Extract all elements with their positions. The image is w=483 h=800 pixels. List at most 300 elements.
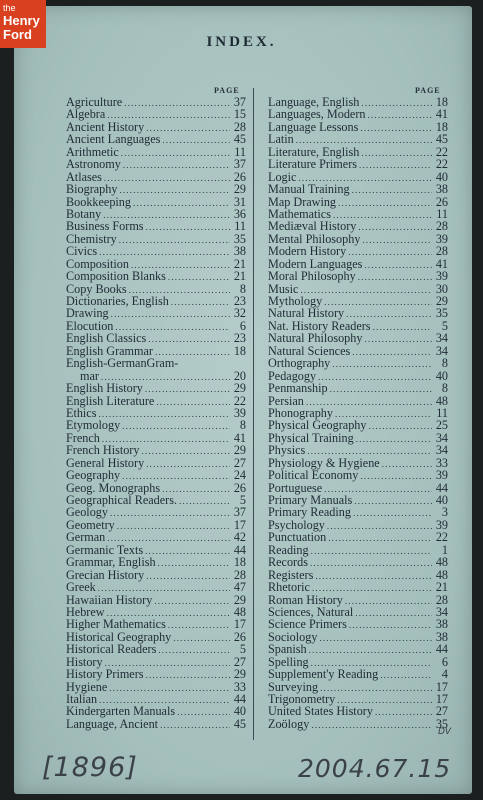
index-entry-page: 6 (441, 654, 448, 669)
index-entry-name: German (66, 530, 106, 545)
index-entry-page: 45 (233, 132, 246, 147)
index-entry-name: English Classics (66, 331, 147, 346)
dot-leader (319, 632, 432, 644)
index-entry-name: Nat. History Readers (268, 318, 371, 333)
index-entry-name: Literature, English (268, 144, 360, 159)
index-entry-name: Geographical Readers. (66, 493, 177, 507)
index-entry-page: 8 (239, 418, 246, 433)
index-entry-name: Italian (66, 692, 98, 706)
dot-leader (360, 470, 432, 482)
dot-leader (352, 184, 432, 196)
dot-leader (141, 445, 230, 457)
index-entry (66, 643, 246, 655)
index-entry-page: 1 (441, 542, 448, 557)
dot-leader (162, 134, 230, 146)
index-entry-page: 39 (435, 517, 448, 532)
index-entry-name: Ethics (66, 405, 97, 420)
index-entry-name: French (66, 430, 100, 445)
index-entry-name: English-GermanGram- (66, 356, 179, 371)
index-entry-name: Surveying (268, 679, 319, 694)
index-entry-page: 20 (233, 368, 246, 383)
index-entry-page: 18 (435, 95, 448, 109)
dot-leader (145, 383, 230, 395)
dot-leader (382, 458, 432, 470)
logo-line-3: Ford (3, 27, 32, 42)
index-entry-page: 15 (233, 107, 246, 122)
index-entry-name: Sociology (268, 629, 318, 644)
index-entry-name: French History (66, 443, 140, 458)
index-entry (66, 382, 246, 394)
dot-leader (311, 719, 432, 731)
index-entry-page: 41 (435, 256, 448, 271)
index-entry-page: 18 (435, 119, 448, 134)
dot-leader (358, 271, 432, 283)
index-entry-name: Natural History (268, 306, 345, 321)
index-entry-name: Grammar, English (66, 555, 156, 570)
dot-leader (173, 632, 230, 644)
index-entry-page: 21 (233, 256, 246, 271)
dot-leader (158, 557, 230, 569)
index-entry-page: 33 (233, 679, 246, 694)
index-entry-name: Bookkeeping (66, 194, 131, 209)
dot-leader (158, 644, 230, 656)
index-entry-page: 35 (233, 231, 246, 246)
index-entry (66, 245, 246, 257)
index-entry-name: Punctuation (268, 530, 327, 545)
index-entry-name: Business Forms (66, 219, 144, 234)
index-entry-page: 34 (435, 443, 448, 458)
index-entry-page: 33 (435, 455, 448, 470)
index-entry-page: 48 (233, 604, 246, 619)
dot-leader (364, 333, 432, 345)
logo-line-1: the (3, 3, 16, 13)
handwritten-year: [1896] (42, 752, 138, 783)
index-entry-name: General History (66, 455, 145, 470)
index-entry (66, 581, 246, 593)
index-entry (268, 245, 448, 257)
index-entry-name: Etymology (66, 418, 121, 433)
index-entry-page: 6 (239, 318, 246, 333)
index-entry-name: Sciences, Natural (268, 604, 354, 619)
index-entry-name: Language Lessons (268, 119, 359, 134)
dot-leader (148, 333, 230, 345)
index-entry-name: Language, Ancient (66, 716, 159, 731)
index-entry-page: 48 (435, 393, 448, 408)
index-entry (268, 506, 448, 518)
dot-leader (315, 570, 432, 582)
index-entry-name: Penmanship (268, 381, 328, 396)
dot-leader (104, 172, 230, 184)
dot-leader (356, 433, 432, 445)
index-entry-name: Composition (66, 256, 129, 271)
index-entry-name: Dictionaries, English (66, 294, 169, 308)
index-entry (66, 556, 246, 568)
index-entry-page: 32 (233, 306, 246, 321)
index-entry (268, 531, 448, 543)
index-entry-page: 28 (435, 592, 448, 607)
index-entry-name: Modern History (268, 244, 347, 259)
dot-leader (310, 557, 432, 569)
index-entry-name: Hygiene (66, 679, 108, 694)
index-entry-name: Psychology (268, 517, 325, 532)
index-entry-page: 41 (435, 107, 448, 122)
dot-leader (124, 97, 230, 109)
index-entry-name: Biography (66, 182, 118, 197)
index-entry-page: 29 (233, 381, 246, 396)
index-entry (268, 419, 448, 431)
index-entry-page: 38 (233, 244, 246, 259)
index-entry-page: 47 (233, 580, 246, 595)
index-entry-page: 28 (233, 567, 246, 582)
dot-leader (111, 308, 230, 320)
index-entry-name: Elocution (66, 318, 114, 333)
index-entry-page: 29 (233, 443, 246, 458)
index-entry-name: Moral Philosophy (268, 269, 356, 284)
dot-leader (367, 109, 432, 121)
index-entry-name: United States History (268, 704, 373, 719)
index-entry (66, 531, 246, 543)
index-entry-page: 40 (435, 169, 448, 184)
index-entry-page: 48 (435, 567, 448, 582)
dot-leader (352, 346, 432, 358)
index-entry-page: 28 (233, 119, 246, 134)
index-entry-page: 24 (233, 468, 246, 483)
dot-leader (349, 619, 432, 631)
dot-leader (110, 507, 230, 519)
handwritten-accession-number: 2004.67.15 (298, 754, 452, 783)
index-entry (268, 718, 448, 730)
index-entry-page: 45 (435, 132, 448, 147)
index-entry (268, 444, 448, 456)
dot-leader (353, 507, 432, 519)
index-entry-name: History Primers (66, 667, 144, 682)
index-entry-page: 26 (233, 480, 246, 495)
index-entry-name: Historical Geography (66, 629, 172, 644)
index-entry-name: Ancient History (66, 119, 145, 134)
index-entry-page: 5 (239, 642, 246, 657)
index-entry-page: 29 (435, 294, 448, 308)
index-entry-name: Map Drawing (268, 194, 337, 209)
index-entry (268, 220, 448, 232)
index-entry-page: 8 (441, 381, 448, 396)
index-entry-name: Rhetoric (268, 580, 310, 595)
index-entry-page: 5 (239, 493, 246, 507)
index-entry-name: Hebrew (66, 604, 105, 619)
index-entry (66, 419, 246, 431)
index-entry (268, 121, 448, 133)
index-entry-name: Supplement'y Reading (268, 667, 379, 682)
index-entry (268, 643, 448, 655)
dot-leader (338, 197, 432, 209)
dot-leader (119, 184, 230, 196)
index-entry-page: 39 (435, 231, 448, 246)
index-entry-page: 17 (435, 692, 448, 706)
index-entry-name: Historical Readers (66, 642, 157, 657)
dot-leader (309, 644, 432, 656)
index-entry-page: 37 (233, 505, 246, 520)
index-entry-page: 3 (441, 505, 448, 520)
index-entry-name: Mental Philosophy (268, 231, 361, 246)
index-entry-page: 34 (435, 604, 448, 619)
index-entry (66, 668, 246, 680)
index-entry-name: Music (268, 281, 299, 296)
dot-leader (318, 371, 432, 383)
index-entry-name: Natural Philosophy (268, 331, 363, 346)
index-entry-page: 17 (435, 679, 448, 694)
index-entry-name: Mathematics (268, 206, 331, 221)
index-entry-name: Hawaiian History (66, 592, 153, 607)
dot-leader (109, 682, 230, 694)
index-entry-name: Civics (66, 244, 98, 259)
dot-leader (121, 147, 230, 159)
index-entry-name: Astronomy (66, 157, 121, 172)
index-entry-name: Copy Books (66, 281, 127, 296)
index-entry-page: 27 (233, 455, 246, 470)
index-entry-page: 5 (441, 318, 448, 333)
right-index-column (268, 96, 448, 730)
index-entry-name: Latin (268, 132, 294, 147)
dot-leader (154, 595, 230, 607)
index-entry-name: Trigonometry (268, 692, 336, 706)
logo-line-2: Henry (3, 13, 40, 28)
index-entry-name: Political Economy (268, 468, 359, 483)
index-entry-page: 26 (233, 629, 246, 644)
index-entry-name: Composition Blanks (66, 269, 166, 284)
index-entry (268, 108, 448, 120)
index-entry-name: Mediæval History (268, 219, 357, 234)
index-entry (66, 108, 246, 120)
index-entry-page: 37 (233, 157, 246, 172)
index-entry-name: Languages, Modern (268, 107, 366, 122)
index-entry-name: Drawing (66, 306, 109, 321)
index-entry (66, 506, 246, 518)
index-entry (66, 357, 246, 369)
left-page-label: PAGE (214, 86, 240, 95)
index-entry (268, 705, 448, 717)
index-entry (66, 270, 246, 282)
index-entry-name: Registers (268, 567, 314, 582)
index-entry (268, 668, 448, 680)
index-entry-name: Atlases (66, 169, 102, 184)
column-divider (253, 88, 254, 740)
handwritten-mark: DV (438, 727, 452, 737)
index-entry-page: 23 (233, 331, 246, 346)
index-entry-page: 38 (435, 182, 448, 197)
index-entry (66, 705, 246, 717)
index-entry-page: 36 (233, 206, 246, 221)
page-title: INDEX. (206, 34, 277, 50)
index-entry-page: 11 (436, 206, 448, 221)
dot-leader (146, 458, 230, 470)
index-entry-name: Agriculture (66, 95, 123, 109)
dot-leader (345, 595, 432, 607)
dot-leader (320, 682, 432, 694)
dot-leader (133, 197, 230, 209)
index-entry (268, 469, 448, 481)
dot-leader (359, 159, 432, 171)
dot-leader (146, 570, 230, 582)
dot-leader (369, 420, 433, 432)
index-entry-page: 44 (435, 642, 448, 657)
index-entry-name: Natural Sciences (268, 343, 351, 358)
index-entry-page: 25 (435, 418, 448, 433)
index-entry-name: Roman History (268, 592, 343, 607)
index-entry-page: 27 (435, 704, 448, 719)
index-entry (66, 718, 246, 730)
dot-leader (160, 719, 230, 731)
index-entry (268, 133, 448, 145)
index-entry-page: 44 (233, 692, 246, 706)
index-entry-name: Germanic Texts (66, 542, 144, 557)
dot-leader (146, 669, 230, 681)
index-entry-name: Geography (66, 468, 121, 483)
dot-leader (361, 97, 432, 109)
index-entry-name: Reading (268, 542, 309, 557)
dot-leader (311, 545, 432, 557)
index-entry-name: Manual Training (268, 182, 350, 197)
index-entry-name: Physics (268, 443, 306, 458)
index-entry-page: 34 (435, 343, 448, 358)
index-entry-name: Literature Primers (268, 157, 358, 172)
index-entry (268, 556, 448, 568)
index-entry-name: Arithmetic (66, 144, 119, 159)
dot-leader (330, 383, 432, 395)
index-entry-page: 22 (435, 157, 448, 172)
index-entry-name: Geog. Monographs (66, 480, 161, 495)
index-entry (268, 357, 448, 369)
right-page-label: PAGE (415, 86, 441, 95)
index-entry-name: Primary Reading (268, 505, 351, 520)
index-entry-page: 11 (234, 219, 246, 234)
index-entry-name: Geology (66, 505, 108, 520)
index-entry-page: 8 (441, 356, 448, 371)
index-entry-page: 22 (435, 530, 448, 545)
index-entry-name: Spelling (268, 654, 309, 669)
index-entry-page: 21 (435, 580, 448, 595)
index-entry-page: 44 (233, 542, 246, 557)
index-entry-page: 18 (233, 555, 246, 570)
index-entry-name: Mythology (268, 294, 323, 308)
index-entry-name: Zoölogy (268, 716, 310, 731)
index-entry-page: 35 (435, 306, 448, 321)
index-entry-page: 28 (435, 244, 448, 259)
index-entry-page: 22 (435, 144, 448, 159)
dot-leader (171, 296, 230, 308)
index-entry-name: Greek (66, 580, 96, 595)
dot-leader (123, 159, 230, 171)
dot-leader (361, 147, 432, 159)
index-entry-page: 42 (233, 530, 246, 545)
dot-leader (119, 234, 230, 246)
index-entry-name: English Grammar (66, 343, 153, 358)
dot-leader (327, 520, 432, 532)
index-entry-page: 41 (233, 430, 246, 445)
dot-leader (362, 234, 432, 246)
index-entry (66, 618, 246, 630)
index-entry-page: 17 (233, 617, 246, 632)
index-entry-name: Kindergarten Manuals (66, 704, 176, 719)
index-entry-name: Spanish (268, 642, 307, 657)
index-entry-page: 40 (435, 368, 448, 383)
dot-leader (156, 396, 230, 408)
index-entry-page: 29 (233, 592, 246, 607)
index-entry-page: 44 (435, 480, 448, 495)
dot-leader (168, 619, 230, 631)
index-entry-page: 34 (435, 430, 448, 445)
index-entry-name: Pedagogy (268, 368, 317, 383)
index-entry-name: Chemistry (66, 231, 117, 246)
dot-leader (358, 221, 432, 233)
index-entry-name: Science Primers (268, 617, 347, 632)
index-entry-page: 38 (435, 617, 448, 632)
left-index-column (66, 96, 246, 730)
index-entry-name: Higher Mathematics (66, 617, 166, 632)
index-entry-page: 30 (435, 281, 448, 296)
index-entry-name: Algebra (66, 107, 106, 122)
index-entry-page: 40 (233, 704, 246, 719)
index-entry-name: Language, English (268, 95, 360, 109)
index-entry-page: 35 (435, 716, 448, 731)
dot-leader (168, 271, 230, 283)
index-entry (66, 158, 246, 170)
index-entry (66, 307, 246, 319)
dot-leader (355, 607, 432, 619)
index-entry (268, 332, 448, 344)
index-entry-page: 40 (435, 493, 448, 507)
index-entry-page: 27 (233, 654, 246, 669)
index-entry-page: 28 (435, 219, 448, 234)
index-entry (268, 158, 448, 170)
index-entry-name: Botany (66, 206, 102, 221)
index-entry-page: 39 (435, 468, 448, 483)
index-entry-name: Physical Geography (268, 418, 367, 433)
index-entry-page: 8 (239, 281, 246, 296)
index-entry (268, 382, 448, 394)
index-entry-name: Ancient Languages (66, 132, 161, 147)
dot-leader (380, 669, 432, 681)
index-entry (66, 332, 246, 344)
index-entry-name: Physical Training (268, 430, 354, 445)
dot-leader (122, 420, 230, 432)
index-entry-name: Physiology & Hygiene (268, 455, 380, 470)
dot-leader (375, 706, 432, 718)
index-entry-page: 26 (233, 169, 246, 184)
dot-leader (179, 495, 230, 507)
index-entry-page: 39 (435, 269, 448, 284)
dot-leader (146, 221, 230, 233)
index-entry-page: 31 (233, 194, 246, 209)
index-entry-name: Records (268, 555, 308, 570)
index-entry-name: Primary Manuals (268, 493, 353, 507)
dot-leader (364, 259, 432, 271)
index-entry-name: Modern Languages (268, 256, 363, 271)
index-entry-name: mar (80, 368, 99, 383)
index-entry-page: 11 (234, 144, 246, 159)
index-entry-page: 23 (233, 294, 246, 308)
dot-leader (145, 545, 230, 557)
dot-leader (354, 495, 432, 507)
index-entry-page: 29 (233, 182, 246, 197)
index-entry-page: 18 (233, 343, 246, 358)
index-entry-name: Portuguese (268, 480, 323, 495)
index-entry-page: 11 (436, 405, 448, 420)
index-entry-name: Orthography (268, 356, 331, 371)
dot-leader (360, 122, 432, 134)
index-entry-page: 45 (233, 716, 246, 731)
index-entry-page: 39 (233, 405, 246, 420)
index-entry-page: 26 (435, 194, 448, 209)
index-entry-name: History (66, 654, 103, 669)
